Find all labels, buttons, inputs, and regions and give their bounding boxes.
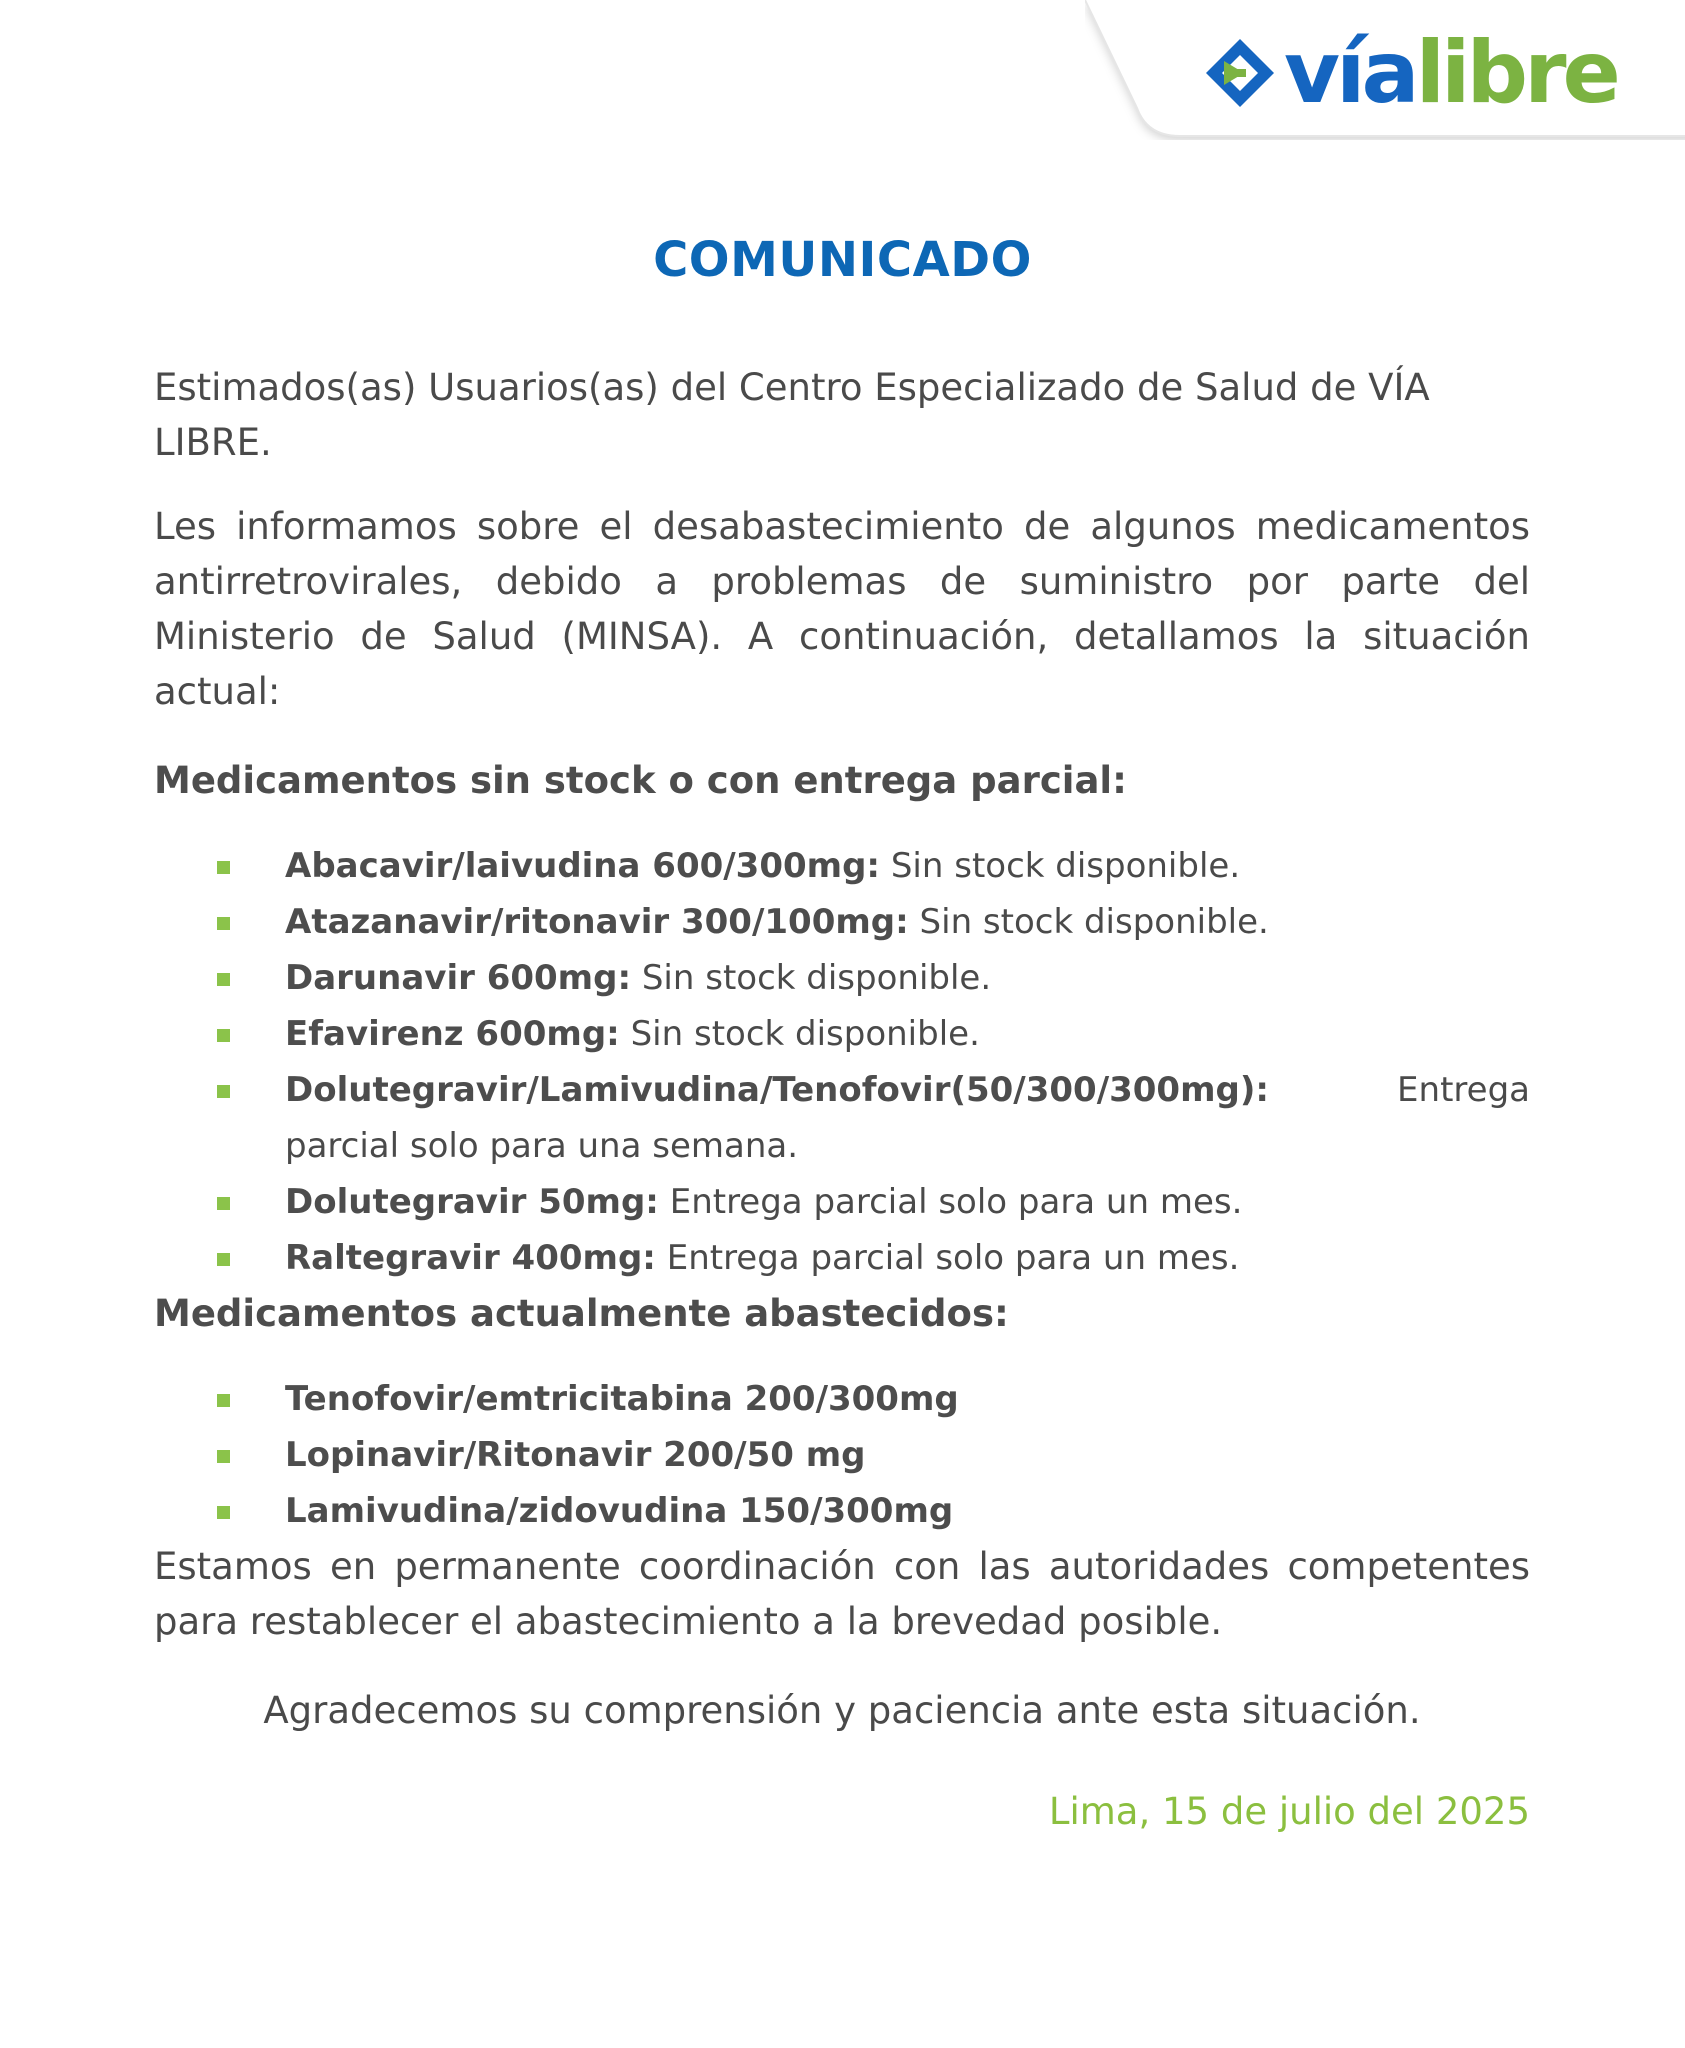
list-item bbox=[154, 1174, 1530, 1230]
vialibre-logo bbox=[1200, 23, 1617, 123]
medication-status: Sin stock disponible. bbox=[908, 902, 1269, 942]
square-bullet-icon bbox=[217, 1253, 230, 1266]
list-item bbox=[154, 1230, 1530, 1286]
medication-name: Efavirenz 600mg: bbox=[285, 1014, 620, 1054]
list-item bbox=[154, 1006, 1530, 1062]
square-bullet-icon bbox=[217, 861, 230, 874]
medication-status: Entrega parcial solo para un mes. bbox=[658, 1182, 1243, 1222]
medication-name: Atazanavir/ritonavir 300/100mg: bbox=[285, 902, 909, 942]
header-logo-tab bbox=[1085, 0, 1685, 140]
square-bullet-icon bbox=[217, 1029, 230, 1042]
list-item bbox=[154, 1371, 1530, 1427]
medication-name: Raltegravir 400mg: bbox=[285, 1238, 656, 1278]
list-item bbox=[154, 1062, 1530, 1174]
list-item bbox=[154, 894, 1530, 950]
supplied-section-heading: Medicamentos actualmente abastecidos: bbox=[154, 1292, 1009, 1335]
medication-name: Tenofovir/emtricitabina 200/300mg bbox=[285, 1379, 959, 1419]
medication-name: Dolutegravir 50mg: bbox=[285, 1182, 659, 1222]
square-bullet-icon bbox=[217, 973, 230, 986]
medication-name: Darunavir 600mg: bbox=[285, 958, 632, 998]
square-bullet-icon bbox=[217, 1085, 230, 1098]
logo-diamond-icon bbox=[1200, 33, 1280, 113]
medication-status: Sin stock disponible. bbox=[631, 958, 992, 998]
medication-status: Entrega parcial solo para una semana. bbox=[285, 1070, 1530, 1166]
shortage-medication-list bbox=[154, 838, 1530, 1286]
list-item bbox=[154, 838, 1530, 894]
page-title: COMUNICADO bbox=[653, 232, 1032, 288]
greeting-paragraph: Estimados(as) Usuarios(as) del Centro Especializado de Salud de VÍA LIBRE. bbox=[154, 366, 1430, 464]
medication-name: Lamivudina/zidovudina 150/300mg bbox=[285, 1491, 954, 1531]
intro-paragraph: Les informamos sobre el desabastecimiento de algunos medicamentos antirretrovirales, debido a problemas de suministro por parte del Ministerio de Salud (MINSA). A continuación, detallamos la situación actual: bbox=[154, 505, 1530, 713]
square-bullet-icon bbox=[217, 1506, 230, 1519]
medication-name: Abacavir/laivudina 600/300mg: bbox=[285, 846, 881, 886]
list-item bbox=[154, 1427, 1530, 1483]
medication-status: Entrega parcial solo para un mes. bbox=[655, 1238, 1240, 1278]
square-bullet-icon bbox=[217, 1450, 230, 1463]
shortage-section-heading: Medicamentos sin stock o con entrega parcial: bbox=[154, 759, 1127, 802]
supplied-medication-list bbox=[154, 1371, 1530, 1539]
medication-status: Sin stock disponible. bbox=[619, 1014, 980, 1054]
document-body bbox=[154, 360, 1530, 1839]
list-item bbox=[154, 1483, 1530, 1539]
coordination-paragraph: Estamos en permanente coordinación con las autoridades competentes para restablecer el abastecimiento a la brevedad posible. bbox=[154, 1545, 1530, 1643]
medication-name: Dolutegravir/Lamivudina/Tenofovir(50/300/300mg): bbox=[285, 1070, 1269, 1110]
logo-text-via: vía bbox=[1284, 23, 1416, 123]
list-item bbox=[154, 950, 1530, 1006]
thanks-paragraph: Agradecemos su comprensión y paciencia ante esta situación. bbox=[263, 1689, 1421, 1732]
square-bullet-icon bbox=[217, 917, 230, 930]
square-bullet-icon bbox=[217, 1394, 230, 1407]
medication-name: Lopinavir/Ritonavir 200/50 mg bbox=[285, 1435, 866, 1475]
logo-text-libre: libre bbox=[1415, 23, 1617, 123]
medication-status: Sin stock disponible. bbox=[880, 846, 1241, 886]
date-line: Lima, 15 de julio del 2025 bbox=[1048, 1790, 1530, 1833]
square-bullet-icon bbox=[217, 1197, 230, 1210]
